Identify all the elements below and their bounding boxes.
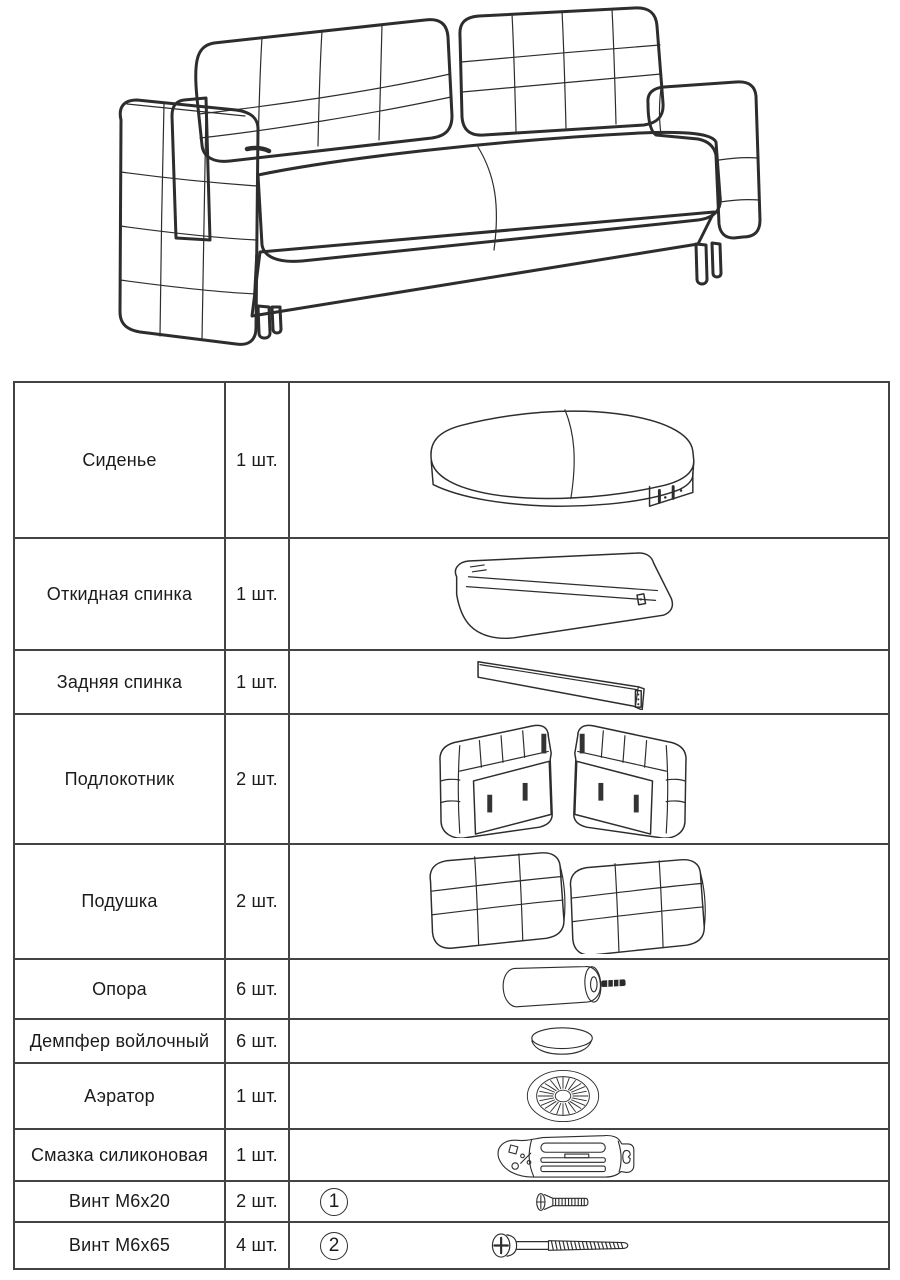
- part-image-cell: [290, 960, 888, 1018]
- hero-image: [0, 0, 900, 375]
- part-name: Откидная спинка: [15, 539, 226, 649]
- table-row: [15, 1064, 888, 1130]
- part-image-cell: [290, 1020, 888, 1062]
- part-image-cell: [290, 1182, 888, 1221]
- part-qty: 2 шт.: [226, 1182, 290, 1221]
- part-qty: 6 шт.: [226, 1020, 290, 1062]
- part-number-badge: 2: [320, 1232, 348, 1260]
- aerator-illustration: [515, 1065, 611, 1127]
- part-name: Аэратор: [15, 1064, 226, 1128]
- sofa-illustration: [0, 0, 900, 375]
- felt-damper-illustration: [525, 1024, 601, 1058]
- part-image-cell: [290, 845, 888, 958]
- part-name: Винт М6х20: [15, 1182, 226, 1221]
- part-qty: 6 шт.: [226, 960, 290, 1018]
- part-image-cell: [290, 1223, 888, 1268]
- table-row: [15, 383, 888, 539]
- part-name: Подлокотник: [15, 715, 226, 843]
- folding-backrest-illustration: [435, 547, 691, 641]
- part-image-cell: [290, 383, 888, 537]
- armrest-pair-illustration: [430, 720, 696, 838]
- part-number-badge: 1: [320, 1188, 348, 1216]
- long-screw-illustration: [490, 1231, 636, 1260]
- part-name: Винт М6х65: [15, 1223, 226, 1268]
- part-qty: 1 шт.: [226, 651, 290, 713]
- grease-pack-illustration: [488, 1132, 638, 1178]
- part-qty: 2 шт.: [226, 715, 290, 843]
- table-row: [15, 651, 888, 715]
- part-qty: 2 шт.: [226, 845, 290, 958]
- part-name: Задняя спинка: [15, 651, 226, 713]
- table-row: [15, 539, 888, 651]
- part-qty: 1 шт.: [226, 1130, 290, 1180]
- part-image-cell: [290, 1064, 888, 1128]
- table-row: [15, 1223, 888, 1268]
- table-row: [15, 1020, 888, 1064]
- seat-illustration: [415, 400, 711, 520]
- table-row: [15, 845, 888, 960]
- table-row: [15, 715, 888, 845]
- leg-illustration: [488, 961, 638, 1017]
- part-qty: 4 шт.: [226, 1223, 290, 1268]
- part-name: Сиденье: [15, 383, 226, 537]
- part-image-cell: [290, 1130, 888, 1180]
- parts-table: [13, 381, 890, 1270]
- part-qty: 1 шт.: [226, 539, 290, 649]
- table-row: [15, 960, 888, 1020]
- rear-panel-illustration: [465, 654, 661, 710]
- part-qty: 1 шт.: [226, 1064, 290, 1128]
- part-name: Демпфер войлочный: [15, 1020, 226, 1062]
- part-qty: 1 шт.: [226, 383, 290, 537]
- part-name: Подушка: [15, 845, 226, 958]
- short-screw-illustration: [533, 1190, 593, 1214]
- part-image-cell: [290, 539, 888, 649]
- part-name: Смазка силиконовая: [15, 1130, 226, 1180]
- part-image-cell: [290, 651, 888, 713]
- table-row: [15, 1130, 888, 1182]
- part-image-cell: [290, 715, 888, 843]
- table-row: [15, 1182, 888, 1223]
- part-name: Опора: [15, 960, 226, 1018]
- cushion-pair-illustration: [420, 850, 706, 954]
